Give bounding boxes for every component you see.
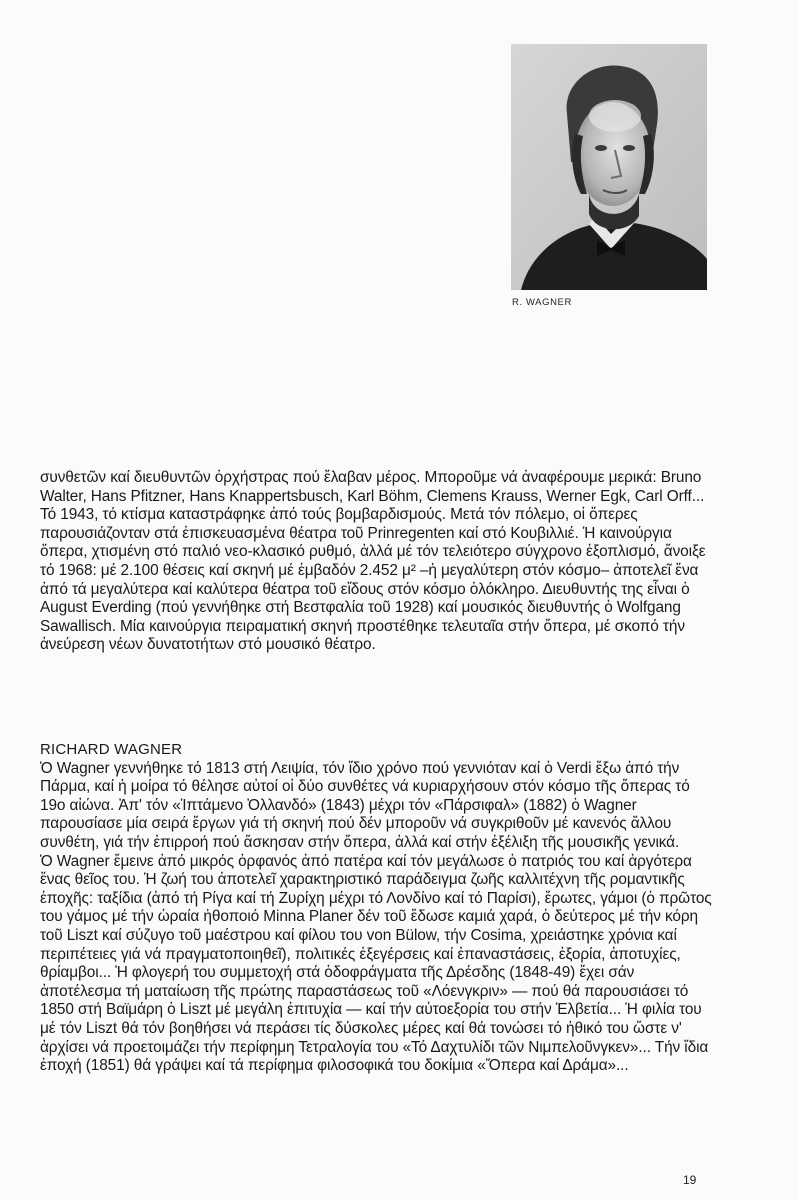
intro-paragraph-block [40, 469, 712, 655]
section-paragraph-2: Ὁ Wagner ἔμεινε ἀπό μικρός ὀρφανός ἀπό πατέρα καί τόν μεγάλωσε ὁ πατριός του καί ἀργότερα ἕνας θεῖος του. Ἡ ζωή του ἀποτελεῖ χαρακτηριστικό παράδειγμα ζωῆς καλλιτέχνη τῆς ρομαντικῆς ἐποχῆς: ταξίδια (ἀπό τή Ρίγα καί τή Ζυρίχη μέχρι τό Λονδίνο καί τό Παρίσι), ἔρωτες, γάμοι (ὁ πρῶτος του γάμος μέ τήν ὡραία ἠθοποιό Minna Planer δέν τοῦ ἔδωσε καμιά χαρά, ὁ δεύτερος μέ τήν κόρη τοῦ Liszt καί σύζυγο τοῦ μαέστρου καί φίλου του von Bülow, τήν Cosima, χρειάστηκε χρόνια καί περιπέτειες γιά νά πραγματοποιηθεῖ), πολιτικές ἐξεγέρσεις καί ἐπαναστάσεις, ἐξορία, ἀποτυχίες, θρίαμβοι... Ἡ φλογερή του συμμετοχή στά ὁδοφράγματα τῆς Δρέσδης (1848-49) ἔχει σάν ἀποτέλεσμα τή ματαίωση τῆς πρώτης παραστάσεως τοῦ «Λόενγκριν» — πού θά παρουσιάσει τό 1850 στή Βαϊμάρη ὁ Liszt μέ μεγάλη ἐπιτυχία — καί τήν αὐτοεξορία του στήν Ἐλβετία... Ἡ φιλία του μέ τόν Liszt θά τόν βοηθήσει νά περάσει τίς δύσκολες μέρες καί θά τονώσει τό ἠθικό του ὥστε ν' ἀρχίσει νά προετοιμάζει τήν περίφημη Τετραλογία του «Τό Δαχτυλίδι τῶν Νιμπελοῦνγκεν»... Τήν ἴδια ἐποχή (1851) θά γράψει καί τά περίφημα φιλοσοφικά του δοκίμια «Ὄπερα καί Δράμα»... [40, 852, 712, 1075]
wagner-portrait-photo [511, 44, 707, 290]
richard-wagner-section [40, 741, 712, 1076]
portrait-caption: R. WAGNER [512, 297, 572, 308]
page-number: 19 [683, 1173, 697, 1187]
intro-paragraph: συνθετῶν καί διευθυντῶν ὀρχήστρας πού ἔλαβαν μέρος. Μποροῦμε νά ἀναφέρουμε μερικά: Bruno Walter, Hans Pfitzner, Hans Knappertsbusch, Karl Böhm, Clemens Krauss, Werner Egk, Carl Orff... Τό 1943, τό κτίσμα καταστράφηκε ἀπό τούς βομβαρδισμούς. Μετά τόν πόλεμο, οἱ ὄπερες παρουσιάζονταν στά ἐπισκευασμένα θέατρα τοῦ Prinregenten καί στό Κουβιλλιέ. Ἡ καινούργια ὄπερα, χτισμένη στό παλιό νεο-κλασικό ρυθμό, ἀλλά μέ τόν τελειότερο σύγχρονο ἐξοπλισμό, ἄνοιξε τό 1968: μέ 2.100 θέσεις καί σκηνή μέ ἐμβαδόν 2.452 μ² –ἡ μεγαλύτερη στόν κόσμο– ἀποτελεῖ ἕνα ἀπό τά μεγαλύτερα καί καλύτερα θέατρα τοῦ εἴδους στόν κόσμο ὁλόκληρο. Διευθυντής της εἶναι ὁ August Everding (πού γεννήθηκε στή Βεστφαλία τοῦ 1928) καί μουσικός διευθυντής ὁ Wolfgang Sawallisch. Μία καινούργια πειραματική σκηνή προστέθηκε τελευταῖα στήν ὄπερα, μέ σκοπό τήν ἀνεύρεση νέων δυνατοτήτων στό μουσικό θέατρο. [40, 469, 706, 654]
section-paragraph-1: Ὁ Wagner γεννήθηκε τό 1813 στή Λειψία, τόν ἴδιο χρόνο πού γεννιόταν καί ὁ Verdi ἔξω ἀπό τήν Πάρμα, καί ἡ μοίρα τό θέλησε αὐτοί οἱ δύο συνθέτες νά κυριαρχήσουν στόν κόσμο τῆς ὄπερας τό 19ο αἰώνα. Ἀπ' τόν «Ἱπτάμενο Ὀλλανδό» (1843) μέχρι τόν «Πάρσιφαλ» (1882) ὁ Wagner παρουσίασε μία σειρά ἔργων γιά τή σκηνή πού δέν μποροῦν νά συγκριθοῦν μέ κανενός ἄλλου συνθέτη, γιά τήν ἐπιρροή πού ἄσκησαν στήν ὄπερα, ἀλλά καί στήν ἐξέλιξη τῆς μουσικῆς γενικά. [40, 759, 690, 851]
section-heading: RICHARD WAGNER [40, 741, 183, 758]
